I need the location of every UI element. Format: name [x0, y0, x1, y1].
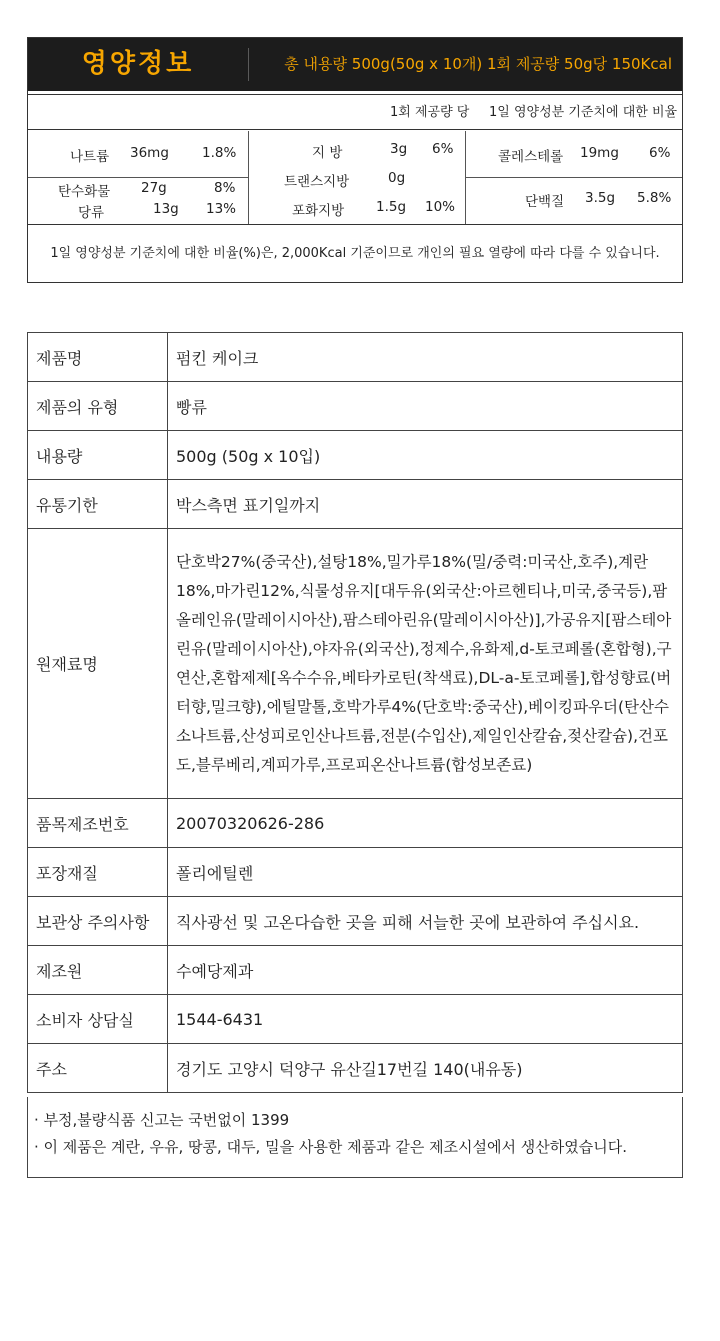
grid-divider	[248, 131, 249, 224]
table-row	[28, 431, 683, 480]
nutrient-amount: 13g	[153, 201, 179, 217]
row-label: 제조원	[28, 946, 168, 995]
product-info-table	[27, 332, 683, 1093]
row-label: 제품의 유형	[28, 382, 168, 431]
table-row	[28, 1044, 683, 1093]
row-label: 제품명	[28, 333, 168, 382]
row-label: 유통기한	[28, 480, 168, 529]
column-per-serving: 1회 제공량 당	[390, 105, 470, 120]
row-value: 직사광선 및 고온다습한 곳을 피해 서늘한 곳에 보관하여 주십시요.	[168, 897, 683, 946]
nutrient-percent: 1.8%	[202, 145, 237, 161]
nutrition-footnote: 1일 영양성분 기준치에 대한 비율(%)은, 2,000Kcal 기준이므로 개인의 필요 열량에 따라 다를 수 있습니다.	[28, 224, 682, 282]
nutrient-percent: 13%	[206, 201, 237, 217]
notice-box	[27, 1097, 683, 1178]
nutrient-percent: 10%	[425, 199, 456, 215]
nutrient-percent: 5.8%	[637, 190, 672, 206]
row-label: 내용량	[28, 431, 168, 480]
row-value: 박스측면 표기일까지	[168, 480, 683, 529]
nutrient-name: 트랜스지방	[284, 174, 350, 190]
table-row	[28, 848, 683, 897]
row-label: 품목제조번호	[28, 799, 168, 848]
table-row	[28, 382, 683, 431]
header-divider	[248, 48, 249, 81]
grid-divider	[28, 177, 248, 178]
nutrient-amount: 27g	[141, 180, 167, 196]
grid-divider	[465, 177, 682, 178]
table-row	[28, 897, 683, 946]
nutrient-name: 단백질	[525, 194, 565, 210]
nutrient-name: 당류	[78, 205, 105, 221]
table-row	[28, 995, 683, 1044]
notice-line: · 이 제품은 계란, 우유, 땅콩, 대두, 밀을 사용한 제품과 같은 제조시설에서 생산하였습니다.	[34, 1138, 627, 1156]
row-value: 폴리에틸렌	[168, 848, 683, 897]
row-value: 500g (50g x 10입)	[168, 431, 683, 480]
nutrient-name: 포화지방	[292, 203, 345, 219]
row-label: 원재료명	[28, 529, 168, 799]
ingredients-value: 단호박27%(중국산),설탕18%,밀가루18%(밀/중력:미국산,호주),계란18%,마가린12%,식물성유지[대두유(외국산:아르헨티나,미국,중국등),팜올레인유(말레이시아산),팜스테아린유(말레이시아산)],가공유지[팜스테아린유(말레이시아산),야자유(외국산),정제수,유화제,d-토코페롤(혼합형),구연산,혼합제제[옥수수유,베타카로틴(착색료),DL-a-토코페롤],합성향료(버터향,밀크향),에틸말톨,호박가루4%(단호박:중국산),베이킹파우더(탄산수소나트륨,산성피로인산나트륨,전분(수입산),제일인산칼슘,젖산칼슘),건포도,블루베리,계피가루,프로피온산나트륨(합성보존료)	[168, 529, 683, 799]
notice-line: · 부정,불량식품 신고는 국번없이 1399	[34, 1111, 290, 1129]
row-label: 포장재질	[28, 848, 168, 897]
row-value: 빵류	[168, 382, 683, 431]
table-row	[28, 529, 683, 799]
nutrient-name: 지 방	[312, 145, 343, 161]
nutrient-amount: 0g	[388, 170, 406, 186]
nutrition-header-bar	[28, 38, 682, 91]
nutrient-name: 탄수화물	[58, 184, 111, 200]
row-label: 소비자 상담실	[28, 995, 168, 1044]
nutrient-amount: 19mg	[580, 145, 619, 161]
row-label: 주소	[28, 1044, 168, 1093]
row-value: 펌킨 케이크	[168, 333, 683, 382]
nutrient-amount: 36mg	[130, 145, 169, 161]
row-value: 경기도 고양시 덕양구 유산길17번길 140(내유동)	[168, 1044, 683, 1093]
nutrition-column-header	[28, 94, 682, 130]
row-value: 20070320626-286	[168, 799, 683, 848]
table-row	[28, 333, 683, 382]
nutrition-facts-box	[27, 37, 683, 283]
nutrient-name: 나트륨	[70, 149, 110, 165]
table-row	[28, 480, 683, 529]
nutrient-name: 콜레스테롤	[498, 149, 564, 165]
row-value: 수예당제과	[168, 946, 683, 995]
row-label: 보관상 주의사항	[28, 897, 168, 946]
nutrition-summary: 총 내용량 500g(50g x 10개) 1회 제공량 50g당 150Kcal	[284, 55, 672, 73]
nutrient-amount: 3g	[390, 141, 408, 157]
table-row	[28, 946, 683, 995]
nutrient-amount: 1.5g	[376, 199, 407, 215]
row-value: 1544-6431	[168, 995, 683, 1044]
column-daily-value: 1일 영양성분 기준치에 대한 비율	[489, 105, 678, 120]
nutrient-amount: 3.5g	[585, 190, 616, 206]
nutrient-percent: 6%	[649, 145, 671, 161]
nutrient-percent: 8%	[214, 180, 236, 196]
table-row	[28, 799, 683, 848]
nutrient-percent: 6%	[432, 141, 454, 157]
nutrition-title: 영양정보	[81, 49, 195, 79]
